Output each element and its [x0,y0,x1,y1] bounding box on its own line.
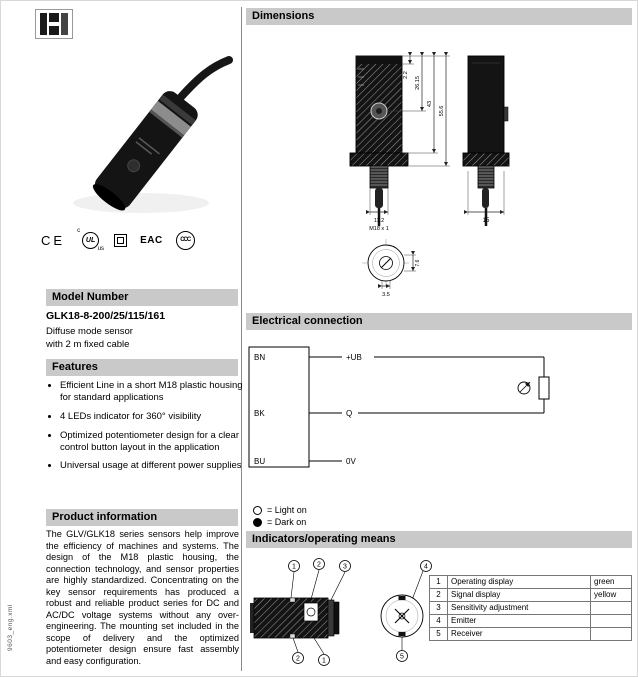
switching-legend [253,504,307,528]
row-value: green [591,576,632,589]
product-photo [49,51,234,223]
dark-on-icon [253,518,262,527]
wire-signal-q: Q [346,409,353,418]
row-number: 1 [430,576,448,589]
row-label: Signal display [448,589,591,602]
electrical-diagram-svg [246,339,631,501]
features-list [46,380,253,479]
legend-light-on [253,504,307,516]
row-value [591,615,632,628]
callout-1-bottom: 1 [322,657,326,665]
document-id-vertical-label: 9603_eng.xml [7,604,14,651]
feature-item [60,430,253,454]
dimensions-header: Dimensions [246,8,632,25]
ce-mark: CE [41,232,66,248]
load-symbol [539,377,549,399]
feature-item-text: Optimized potentiometer design for a clear control button layout in the application [60,429,240,453]
model-description-line1: Diffuse mode sensor [46,326,133,337]
row-label: Sensitivity adjustment [448,602,591,615]
legend-dark-on [253,516,307,528]
dim-label-upper: 26.15 [415,76,421,90]
legend-dark-on-label: = Dark on [267,517,307,527]
indicators-drawing [246,553,441,671]
protection-class-ii-icon [114,234,127,247]
row-number: 4 [430,615,448,628]
features-header: Features [46,359,238,376]
electrical-diagram [246,339,631,501]
callout-4: 4 [424,563,428,571]
ul-mark [77,228,105,252]
ul-label: UL [85,237,96,244]
wire-signal-ub: +UB [346,353,362,362]
feature-item-text: Efficient Line in a short M18 plastic housing for standard applications [60,380,243,403]
model-number: GLK18-8-200/25/115/161 [46,310,166,322]
brand-logo [35,9,73,39]
table-row [430,576,632,589]
row-label: Operating display [448,576,591,589]
ul-us-label: us [97,246,105,252]
dim-label-body: 43 [427,100,433,108]
row-value: yellow [591,589,632,602]
dim-label-side-width: 15 [482,218,490,224]
light-on-icon [253,506,262,515]
table-row [430,628,632,641]
brand-logo-icon [35,9,73,39]
model-description-line2: with 2 m fixed cable [46,339,130,350]
dimensions-drawing [246,31,631,303]
ccc-label: CCC [180,237,191,243]
dim-label-thread: M18 x 1 [369,226,389,232]
dim-label-slot: 3.5 [382,292,390,298]
feature-item-text: Universal usage at different power supplies [60,460,242,472]
feature-item [60,460,253,472]
table-row [430,615,632,628]
dimensions-drawing-svg [246,31,631,303]
feature-item [60,380,253,404]
dim-label-face: 7.6 [415,259,421,267]
product-information-text: The GLV/GLK18 series sensors help improve the efficiency of machines and systems. The design of the M18 plastic housing, the connection technology, and sensor properties are highly standardized. Concentrating on the key sensor requirements has produced a robust and reliable product series for DC and AC/DC voltage systems without any over-engineering. The mounting set included in the scope of delivery and the optimized potentiometer design ensure fast assembly and easy configuration. [46,529,239,666]
ul-c-label: c [77,228,81,234]
callout-5: 5 [400,653,404,661]
dim-label-stub-width: 11.2 [373,218,385,224]
ul-circle [82,232,99,249]
row-number: 5 [430,628,448,641]
wire-terminal-bu: BU [254,457,266,466]
legend-light-on-label: = Light on [267,505,307,515]
row-value [591,602,632,615]
callout-2-bottom: 2 [296,655,300,663]
column-divider [241,7,242,671]
ccc-mark [176,231,195,250]
model-number-header: Model Number [46,289,238,306]
wire-terminal-bk: BK [254,409,265,418]
row-number: 3 [430,602,448,615]
sensor-photo-illustration [49,51,234,223]
eac-mark: EAC [140,234,163,246]
dim-label-top: 2.2 [403,71,409,79]
product-information-header: Product information [46,509,238,526]
wire-signal-0v: 0V [346,457,356,466]
feature-item-text: 4 LEDs indicator for 360° visibility [60,410,202,422]
electrical-connection-header: Electrical connection [246,313,632,330]
protection-class-ii-inner [117,237,124,244]
row-label: Emitter [448,615,591,628]
row-value [591,628,632,641]
callout-1: 1 [292,563,296,571]
callout-3: 3 [343,563,347,571]
table-row [430,602,632,615]
wire-terminal-bn: BN [254,353,266,362]
row-label: Receiver [448,628,591,641]
row-number: 2 [430,589,448,602]
dim-label-total: 55.6 [439,105,445,117]
table-row [430,589,632,602]
indicators-table [429,575,632,641]
indicators-header: Indicators/operating means [246,531,632,548]
feature-item [60,411,253,423]
certifications-row [41,229,241,251]
callout-2: 2 [317,561,321,569]
indicators-drawing-svg [246,553,441,671]
